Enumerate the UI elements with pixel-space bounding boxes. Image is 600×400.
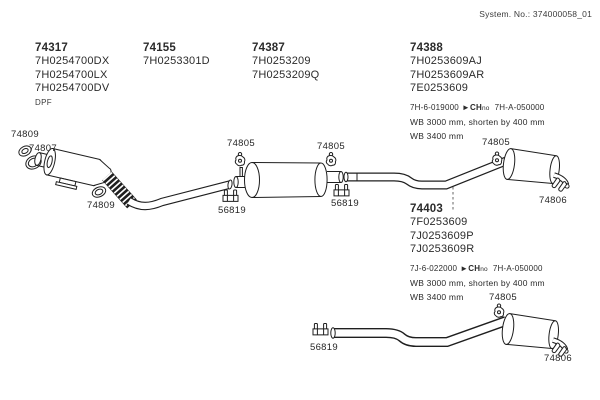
hanger-drawing (494, 304, 504, 317)
part-group-74403 (410, 202, 545, 304)
range-to: 7H-A-050000 (494, 102, 545, 112)
callout-hanger-rear-bottom[interactable]: 74805 (489, 292, 517, 303)
hanger-drawing (235, 153, 245, 166)
wheelbase-note: WB 3000 mm, shorten by 400 mm (410, 116, 545, 127)
range-from: 7H-6-019000 (410, 102, 459, 112)
chassis-range (410, 102, 545, 115)
part-number[interactable]: 7H0254700LX (35, 68, 108, 81)
chassis-marker-suffix: no (480, 265, 488, 273)
callout-tailpipe-mount-top[interactable]: 74806 (539, 195, 567, 206)
callout-dpf-gasket[interactable]: 74807 (29, 143, 57, 154)
clamp-drawing (223, 190, 238, 201)
part-group-code[interactable]: 74403 (410, 203, 443, 215)
front-pipe-drawing (129, 180, 233, 206)
chassis-marker-suffix: no (481, 104, 490, 112)
clamp-drawing (334, 185, 349, 196)
hanger-drawing (326, 153, 336, 166)
callout-clamp-bottom[interactable]: 56819 (310, 342, 338, 353)
callout-tailpipe-mount-bottom[interactable]: 74806 (544, 353, 572, 364)
wheelbase-note: WB 3400 mm (410, 130, 464, 141)
part-number[interactable]: 7H0253609AR (410, 68, 485, 81)
callout-clamp-mid-right[interactable]: 56819 (331, 198, 359, 209)
part-group-code[interactable]: 74155 (143, 42, 176, 54)
bottom-pipe-drawing (331, 321, 506, 342)
part-number[interactable]: 7H0253301D (143, 55, 210, 67)
part-group-74155 (143, 41, 210, 69)
part-number[interactable]: 7F0253609 (410, 216, 468, 228)
part-group-code[interactable]: 74388 (410, 42, 443, 54)
part-group-74387 (252, 41, 319, 82)
part-group-code[interactable]: 74387 (252, 42, 285, 54)
part-number[interactable]: 7E0253609 (410, 82, 469, 94)
part-number[interactable]: 7H0253209Q (252, 68, 320, 81)
chassis-marker: ►CH (460, 263, 481, 273)
intermediate-pipe-drawing (344, 161, 506, 185)
part-group-code[interactable]: 74317 (35, 42, 68, 54)
wheelbase-note: WB 3000 mm, shorten by 400 mm (410, 277, 545, 288)
callout-dpf-clamp-top[interactable]: 74809 (11, 129, 39, 140)
callout-hanger-rear-top[interactable]: 74805 (482, 137, 510, 148)
part-number[interactable]: 7H0253209 (252, 55, 311, 67)
part-number[interactable]: 7H0253609AJ (410, 55, 482, 67)
part-number[interactable]: 7J0253609P (410, 229, 474, 242)
callout-clamp-mid-left[interactable]: 56819 (218, 205, 246, 216)
chassis-range (410, 263, 545, 276)
part-number[interactable]: 7J0253609R (410, 243, 475, 255)
part-group-74317 (35, 41, 109, 108)
part-number[interactable]: 7H0254700DX (35, 55, 110, 67)
system-number: System. No.: 374000058_01 (479, 9, 592, 19)
range-to: 7H-A-050000 (492, 263, 543, 273)
callout-hanger-mid-right[interactable]: 74805 (317, 141, 345, 152)
part-group-note: DPF (35, 97, 52, 107)
part-number[interactable]: 7H0254700DV (35, 82, 110, 94)
hanger-drawing (492, 152, 502, 165)
clamp-ring-drawing (91, 185, 108, 199)
callout-dpf-clamp-flex[interactable]: 74809 (87, 200, 115, 211)
clamp-drawing (313, 324, 328, 335)
range-from: 7J-6-022000 (410, 263, 458, 273)
chassis-marker: ►CH (461, 102, 482, 112)
part-group-74388 (410, 41, 545, 143)
center-muffler-drawing (234, 163, 343, 198)
callout-hanger-mid-left[interactable]: 74805 (227, 138, 255, 149)
rear-muffler-drawing (500, 313, 572, 354)
wheelbase-note: WB 3400 mm (410, 291, 464, 302)
